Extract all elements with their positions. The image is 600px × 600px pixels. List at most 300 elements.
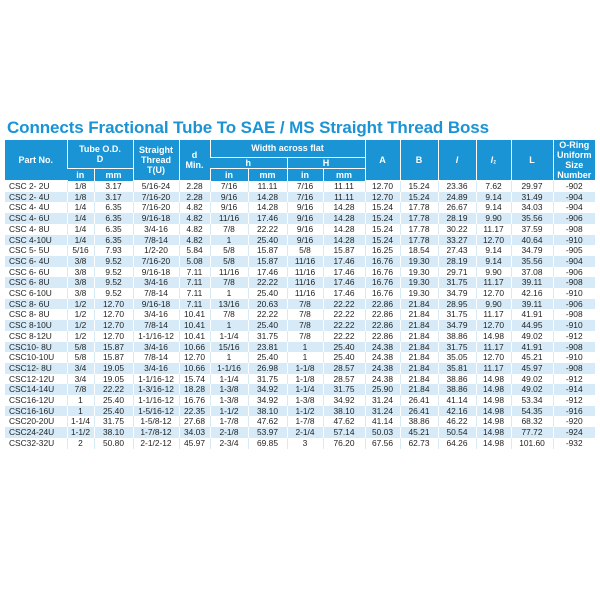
table-row (5, 224, 595, 235)
cell-part-no: CSC 6-10U (5, 288, 67, 299)
cell-oring: -906 (553, 299, 595, 310)
cell-l: 28.19 (438, 256, 476, 267)
cell-thread: 3/4-16 (133, 309, 179, 320)
cell-h-in: 1 (210, 320, 248, 331)
cell-part-no: CSC 4- 4U (5, 202, 67, 213)
cell-hh-in: 2-1/4 (287, 427, 323, 438)
cell-tube-in: 1/8 (67, 192, 94, 203)
cell-d-min: 22.35 (179, 406, 210, 417)
cell-h-in: 7/8 (210, 224, 248, 235)
cell-h-mm: 53.97 (248, 427, 287, 438)
cell-l1: 14.98 (476, 384, 511, 395)
cell-h-in: 1-3/8 (210, 384, 248, 395)
cell-thread: 9/16-18 (133, 299, 179, 310)
cell-thread: 7/16-20 (133, 202, 179, 213)
cell-oring: -920 (553, 416, 595, 427)
cell-oring: -906 (553, 267, 595, 278)
table-row (5, 438, 595, 449)
cell-l-total: 101.60 (511, 438, 553, 449)
cell-hh-in: 1-1/4 (287, 384, 323, 395)
cell-hh-mm: 22.22 (323, 299, 365, 310)
cell-b: 21.84 (400, 352, 438, 363)
cell-a: 16.76 (365, 277, 400, 288)
cell-a: 22.86 (365, 309, 400, 320)
cell-l: 31.75 (438, 342, 476, 353)
cell-tube-mm: 6.35 (94, 213, 133, 224)
cell-tube-mm: 25.40 (94, 395, 133, 406)
cell-tube-mm: 50.80 (94, 438, 133, 449)
cell-oring: -910 (553, 288, 595, 299)
cell-d-min: 10.66 (179, 342, 210, 353)
header-h-in: in (210, 169, 248, 181)
cell-b: 62.73 (400, 438, 438, 449)
cell-l-total: 41.91 (511, 342, 553, 353)
cell-part-no: CSC 6- 6U (5, 267, 67, 278)
cell-oring: -908 (553, 224, 595, 235)
cell-tube-in: 1-1/2 (67, 427, 94, 438)
cell-oring: -924 (553, 427, 595, 438)
cell-thread: 7/8-14 (133, 235, 179, 246)
cell-l-total: 45.97 (511, 363, 553, 374)
cell-h-mm: 17.46 (248, 213, 287, 224)
cell-h-mm: 34.92 (248, 395, 287, 406)
table-row (5, 342, 595, 353)
cell-tube-in: 1/4 (67, 213, 94, 224)
cell-l: 34.79 (438, 320, 476, 331)
cell-b: 26.41 (400, 395, 438, 406)
cell-h-in: 1 (210, 288, 248, 299)
cell-b: 21.84 (400, 363, 438, 374)
cell-a: 15.24 (365, 235, 400, 246)
cell-h-in: 2-1/8 (210, 427, 248, 438)
cell-oring: -908 (553, 342, 595, 353)
table-row (5, 416, 595, 427)
cell-hh-in: 1-1/8 (287, 363, 323, 374)
cell-tube-mm: 12.70 (94, 309, 133, 320)
cell-tube-mm: 7.93 (94, 245, 133, 256)
fitting-spec-table (5, 140, 595, 449)
cell-a: 31.24 (365, 406, 400, 417)
cell-d-min: 34.03 (179, 427, 210, 438)
cell-hh-in: 9/16 (287, 213, 323, 224)
cell-h-in: 11/16 (210, 213, 248, 224)
cell-hh-mm: 14.28 (323, 202, 365, 213)
cell-oring: -912 (553, 374, 595, 385)
cell-tube-in: 1/2 (67, 331, 94, 342)
cell-a: 12.70 (365, 192, 400, 203)
cell-l: 34.79 (438, 288, 476, 299)
cell-l-total: 42.16 (511, 288, 553, 299)
cell-d-min: 4.82 (179, 213, 210, 224)
cell-h-in: 1-1/4 (210, 331, 248, 342)
cell-thread: 3/4-16 (133, 363, 179, 374)
cell-hh-mm: 25.40 (323, 352, 365, 363)
cell-tube-mm: 3.17 (94, 181, 133, 192)
cell-h-mm: 34.92 (248, 384, 287, 395)
cell-h-mm: 14.28 (248, 202, 287, 213)
cell-hh-in: 7/8 (287, 299, 323, 310)
cell-tube-mm: 9.52 (94, 256, 133, 267)
table-row (5, 181, 595, 192)
cell-hh-mm: 17.46 (323, 267, 365, 278)
cell-l-total: 49.02 (511, 374, 553, 385)
cell-b: 21.84 (400, 374, 438, 385)
cell-hh-mm: 57.14 (323, 427, 365, 438)
cell-l: 26.67 (438, 202, 476, 213)
header-tube-mm: mm (94, 169, 133, 181)
cell-thread: 1-1/16-12 (133, 374, 179, 385)
cell-a: 15.24 (365, 202, 400, 213)
cell-thread: 7/8-14 (133, 288, 179, 299)
cell-l1: 7.62 (476, 181, 511, 192)
table-row (5, 427, 595, 438)
cell-b: 18.54 (400, 245, 438, 256)
table-row (5, 277, 595, 288)
table-row (5, 309, 595, 320)
cell-l1: 9.90 (476, 213, 511, 224)
cell-h-mm: 25.40 (248, 288, 287, 299)
cell-h-in: 2-3/4 (210, 438, 248, 449)
cell-a: 25.90 (365, 384, 400, 395)
cell-h-mm: 31.75 (248, 374, 287, 385)
cell-tube-mm: 15.87 (94, 342, 133, 353)
cell-l-total: 45.21 (511, 352, 553, 363)
table-row (5, 384, 595, 395)
cell-tube-mm: 12.70 (94, 320, 133, 331)
cell-h-mm: 20.63 (248, 299, 287, 310)
cell-hh-in: 9/16 (287, 235, 323, 246)
table-row (5, 235, 595, 246)
cell-thread: 9/16-18 (133, 267, 179, 278)
cell-l1: 9.90 (476, 267, 511, 278)
cell-d-min: 12.70 (179, 352, 210, 363)
cell-h-mm: 25.40 (248, 320, 287, 331)
cell-b: 38.86 (400, 416, 438, 427)
cell-d-min: 16.76 (179, 395, 210, 406)
cell-hh-in: 11/16 (287, 267, 323, 278)
cell-b: 21.84 (400, 331, 438, 342)
cell-l1: 11.17 (476, 224, 511, 235)
cell-tube-mm: 25.40 (94, 406, 133, 417)
cell-tube-mm: 12.70 (94, 299, 133, 310)
cell-d-min: 18.28 (179, 384, 210, 395)
cell-hh-in: 7/8 (287, 309, 323, 320)
cell-thread: 3/4-16 (133, 342, 179, 353)
cell-hh-mm: 14.28 (323, 235, 365, 246)
cell-h-in: 5/8 (210, 256, 248, 267)
cell-l-total: 34.03 (511, 202, 553, 213)
cell-l1: 14.98 (476, 395, 511, 406)
cell-tube-mm: 12.70 (94, 331, 133, 342)
cell-b: 19.30 (400, 288, 438, 299)
cell-l1: 12.70 (476, 288, 511, 299)
cell-d-min: 5.84 (179, 245, 210, 256)
cell-thread: 2-1/2-12 (133, 438, 179, 449)
cell-h-in: 1 (210, 352, 248, 363)
header-tube-in: in (67, 169, 94, 181)
cell-h-in: 1-1/2 (210, 406, 248, 417)
cell-hh-mm: 17.46 (323, 277, 365, 288)
cell-part-no: CSC 4- 6U (5, 213, 67, 224)
cell-h-mm: 47.62 (248, 416, 287, 427)
cell-thread: 3/4-16 (133, 224, 179, 235)
cell-l: 38.86 (438, 374, 476, 385)
cell-h-mm: 22.22 (248, 277, 287, 288)
cell-b: 19.30 (400, 267, 438, 278)
cell-part-no: CSC 8-12U (5, 331, 67, 342)
header-tube-od: Tube O.D. D (67, 140, 133, 169)
cell-thread: 7/8-14 (133, 320, 179, 331)
cell-oring: -910 (553, 320, 595, 331)
cell-hh-mm: 25.40 (323, 342, 365, 353)
cell-hh-mm: 76.20 (323, 438, 365, 449)
cell-a: 24.38 (365, 363, 400, 374)
cell-d-min: 5.08 (179, 256, 210, 267)
cell-tube-in: 1/4 (67, 202, 94, 213)
cell-h-mm: 25.40 (248, 235, 287, 246)
cell-thread: 5/16-24 (133, 181, 179, 192)
cell-oring: -912 (553, 331, 595, 342)
cell-l: 31.75 (438, 309, 476, 320)
cell-oring: -908 (553, 277, 595, 288)
cell-d-min: 15.74 (179, 374, 210, 385)
cell-part-no: CSC 4-10U (5, 235, 67, 246)
cell-oring: -910 (553, 352, 595, 363)
cell-oring: -916 (553, 406, 595, 417)
cell-b: 15.24 (400, 181, 438, 192)
cell-a: 41.14 (365, 416, 400, 427)
cell-l: 38.86 (438, 331, 476, 342)
cell-l1: 9.14 (476, 192, 511, 203)
cell-thread: 1-1/16-12 (133, 395, 179, 406)
cell-l-total: 39.11 (511, 277, 553, 288)
cell-tube-in: 1-1/4 (67, 416, 94, 427)
cell-hh-mm: 28.57 (323, 374, 365, 385)
cell-a: 50.03 (365, 427, 400, 438)
cell-tube-in: 1 (67, 406, 94, 417)
cell-b: 45.21 (400, 427, 438, 438)
header-width-across-flat: Width across flat (210, 140, 365, 157)
cell-tube-mm: 19.05 (94, 363, 133, 374)
cell-tube-mm: 22.22 (94, 384, 133, 395)
cell-tube-in: 1/4 (67, 235, 94, 246)
cell-h-mm: 14.28 (248, 192, 287, 203)
cell-a: 22.86 (365, 320, 400, 331)
cell-part-no: CSC 6- 8U (5, 277, 67, 288)
cell-tube-in: 7/8 (67, 384, 94, 395)
cell-tube-in: 3/8 (67, 288, 94, 299)
cell-a: 22.86 (365, 331, 400, 342)
cell-h-in: 7/16 (210, 181, 248, 192)
cell-hh-mm: 17.46 (323, 288, 365, 299)
cell-l-total: 41.91 (511, 309, 553, 320)
table-row (5, 202, 595, 213)
cell-b: 19.30 (400, 277, 438, 288)
cell-hh-in: 11/16 (287, 288, 323, 299)
cell-l: 38.86 (438, 384, 476, 395)
cell-l1: 9.14 (476, 256, 511, 267)
cell-l1: 11.17 (476, 342, 511, 353)
cell-part-no: CSC14-14U (5, 384, 67, 395)
cell-l1: 14.98 (476, 416, 511, 427)
cell-oring: -914 (553, 384, 595, 395)
cell-l-total: 68.32 (511, 416, 553, 427)
cell-b: 21.84 (400, 309, 438, 320)
header-l-total: L (511, 140, 553, 181)
cell-hh-in: 1-3/8 (287, 395, 323, 406)
cell-tube-in: 5/16 (67, 245, 94, 256)
cell-part-no: CSC16-16U (5, 406, 67, 417)
cell-tube-mm: 9.52 (94, 288, 133, 299)
cell-h-in: 1-1/16 (210, 363, 248, 374)
cell-tube-in: 2 (67, 438, 94, 449)
cell-tube-mm: 15.87 (94, 352, 133, 363)
cell-l-total: 40.64 (511, 235, 553, 246)
cell-b: 19.30 (400, 256, 438, 267)
cell-h-mm: 69.85 (248, 438, 287, 449)
cell-l1: 12.70 (476, 320, 511, 331)
cell-tube-in: 3/8 (67, 267, 94, 278)
cell-l1: 12.70 (476, 352, 511, 363)
table-row (5, 299, 595, 310)
cell-tube-mm: 6.35 (94, 224, 133, 235)
cell-l: 28.19 (438, 213, 476, 224)
table-row (5, 395, 595, 406)
cell-part-no: CSC 8-10U (5, 320, 67, 331)
cell-h-in: 7/8 (210, 277, 248, 288)
cell-part-no: CSC20-20U (5, 416, 67, 427)
header-d-min: d Min. (179, 140, 210, 181)
cell-l-total: 77.72 (511, 427, 553, 438)
cell-a: 16.76 (365, 267, 400, 278)
cell-thread: 1-5/8-12 (133, 416, 179, 427)
cell-d-min: 10.41 (179, 309, 210, 320)
cell-l1: 9.14 (476, 245, 511, 256)
cell-hh-in: 1-1/2 (287, 406, 323, 417)
cell-b: 21.84 (400, 384, 438, 395)
cell-part-no: CSC10-10U (5, 352, 67, 363)
cell-a: 12.70 (365, 181, 400, 192)
cell-hh-in: 3 (287, 438, 323, 449)
cell-h-in: 9/16 (210, 192, 248, 203)
cell-d-min: 10.41 (179, 331, 210, 342)
cell-l1: 11.17 (476, 363, 511, 374)
cell-b: 17.78 (400, 224, 438, 235)
cell-b: 21.84 (400, 342, 438, 353)
cell-oring: -910 (553, 235, 595, 246)
cell-h-mm: 38.10 (248, 406, 287, 417)
cell-a: 15.24 (365, 224, 400, 235)
cell-part-no: CSC 4- 8U (5, 224, 67, 235)
cell-l: 46.22 (438, 416, 476, 427)
cell-hh-mm: 28.57 (323, 363, 365, 374)
cell-part-no: CSC10- 8U (5, 342, 67, 353)
cell-part-no: CSC 2- 2U (5, 181, 67, 192)
cell-h-in: 1-1/4 (210, 374, 248, 385)
cell-tube-in: 1 (67, 395, 94, 406)
header-hh-in: in (287, 169, 323, 181)
cell-l: 35.81 (438, 363, 476, 374)
cell-hh-in: 1-1/8 (287, 374, 323, 385)
cell-b: 21.84 (400, 320, 438, 331)
cell-oring: -908 (553, 363, 595, 374)
cell-l1: 14.98 (476, 427, 511, 438)
table-row (5, 213, 595, 224)
cell-hh-mm: 34.92 (323, 395, 365, 406)
table-row (5, 363, 595, 374)
cell-l-total: 53.34 (511, 395, 553, 406)
cell-l: 50.54 (438, 427, 476, 438)
cell-hh-in: 9/16 (287, 202, 323, 213)
cell-hh-mm: 31.75 (323, 384, 365, 395)
header-l1: l₁ (476, 140, 511, 181)
table-row (5, 245, 595, 256)
cell-hh-mm: 22.22 (323, 309, 365, 320)
cell-thread: 7/16-20 (133, 192, 179, 203)
cell-tube-in: 3/4 (67, 374, 94, 385)
cell-hh-mm: 38.10 (323, 406, 365, 417)
cell-a: 16.76 (365, 288, 400, 299)
cell-l: 64.26 (438, 438, 476, 449)
cell-l1: 14.98 (476, 331, 511, 342)
cell-l: 33.27 (438, 235, 476, 246)
cell-a: 67.56 (365, 438, 400, 449)
cell-l-total: 37.59 (511, 224, 553, 235)
header-straight-thread: Straight Thread T(U) (133, 140, 179, 181)
cell-tube-mm: 38.10 (94, 427, 133, 438)
cell-hh-in: 7/8 (287, 320, 323, 331)
cell-d-min: 4.82 (179, 202, 210, 213)
cell-b: 17.78 (400, 202, 438, 213)
cell-l: 35.05 (438, 352, 476, 363)
cell-hh-in: 9/16 (287, 224, 323, 235)
cell-h-in: 1-7/8 (210, 416, 248, 427)
cell-hh-in: 1-7/8 (287, 416, 323, 427)
cell-l: 24.89 (438, 192, 476, 203)
header-hh-mm: mm (323, 169, 365, 181)
cell-l1: 9.90 (476, 299, 511, 310)
cell-part-no: CSC32-32U (5, 438, 67, 449)
header-b: B (400, 140, 438, 181)
cell-l1: 14.98 (476, 438, 511, 449)
cell-h-in: 7/8 (210, 309, 248, 320)
cell-d-min: 7.11 (179, 288, 210, 299)
cell-thread: 7/8-14 (133, 352, 179, 363)
cell-l: 23.36 (438, 181, 476, 192)
cell-l1: 14.98 (476, 374, 511, 385)
cell-l-total: 35.56 (511, 256, 553, 267)
cell-thread: 1-1/16-12 (133, 331, 179, 342)
cell-thread: 1-3/16-12 (133, 384, 179, 395)
page-title: Connects Fractional Tube To SAE / MS Straight Thread Boss (7, 118, 490, 137)
cell-oring: -904 (553, 256, 595, 267)
cell-l: 29.71 (438, 267, 476, 278)
cell-tube-mm: 6.35 (94, 235, 133, 246)
cell-hh-in: 11/16 (287, 277, 323, 288)
header-a: A (365, 140, 400, 181)
cell-hh-mm: 22.22 (323, 320, 365, 331)
cell-h-in: 1 (210, 235, 248, 246)
cell-a: 15.24 (365, 213, 400, 224)
cell-l1: 14.98 (476, 406, 511, 417)
cell-thread: 9/16-18 (133, 213, 179, 224)
table-row (5, 267, 595, 278)
cell-tube-mm: 31.75 (94, 416, 133, 427)
cell-l-total: 44.95 (511, 320, 553, 331)
cell-l-total: 54.35 (511, 406, 553, 417)
cell-l: 27.43 (438, 245, 476, 256)
table-row (5, 288, 595, 299)
